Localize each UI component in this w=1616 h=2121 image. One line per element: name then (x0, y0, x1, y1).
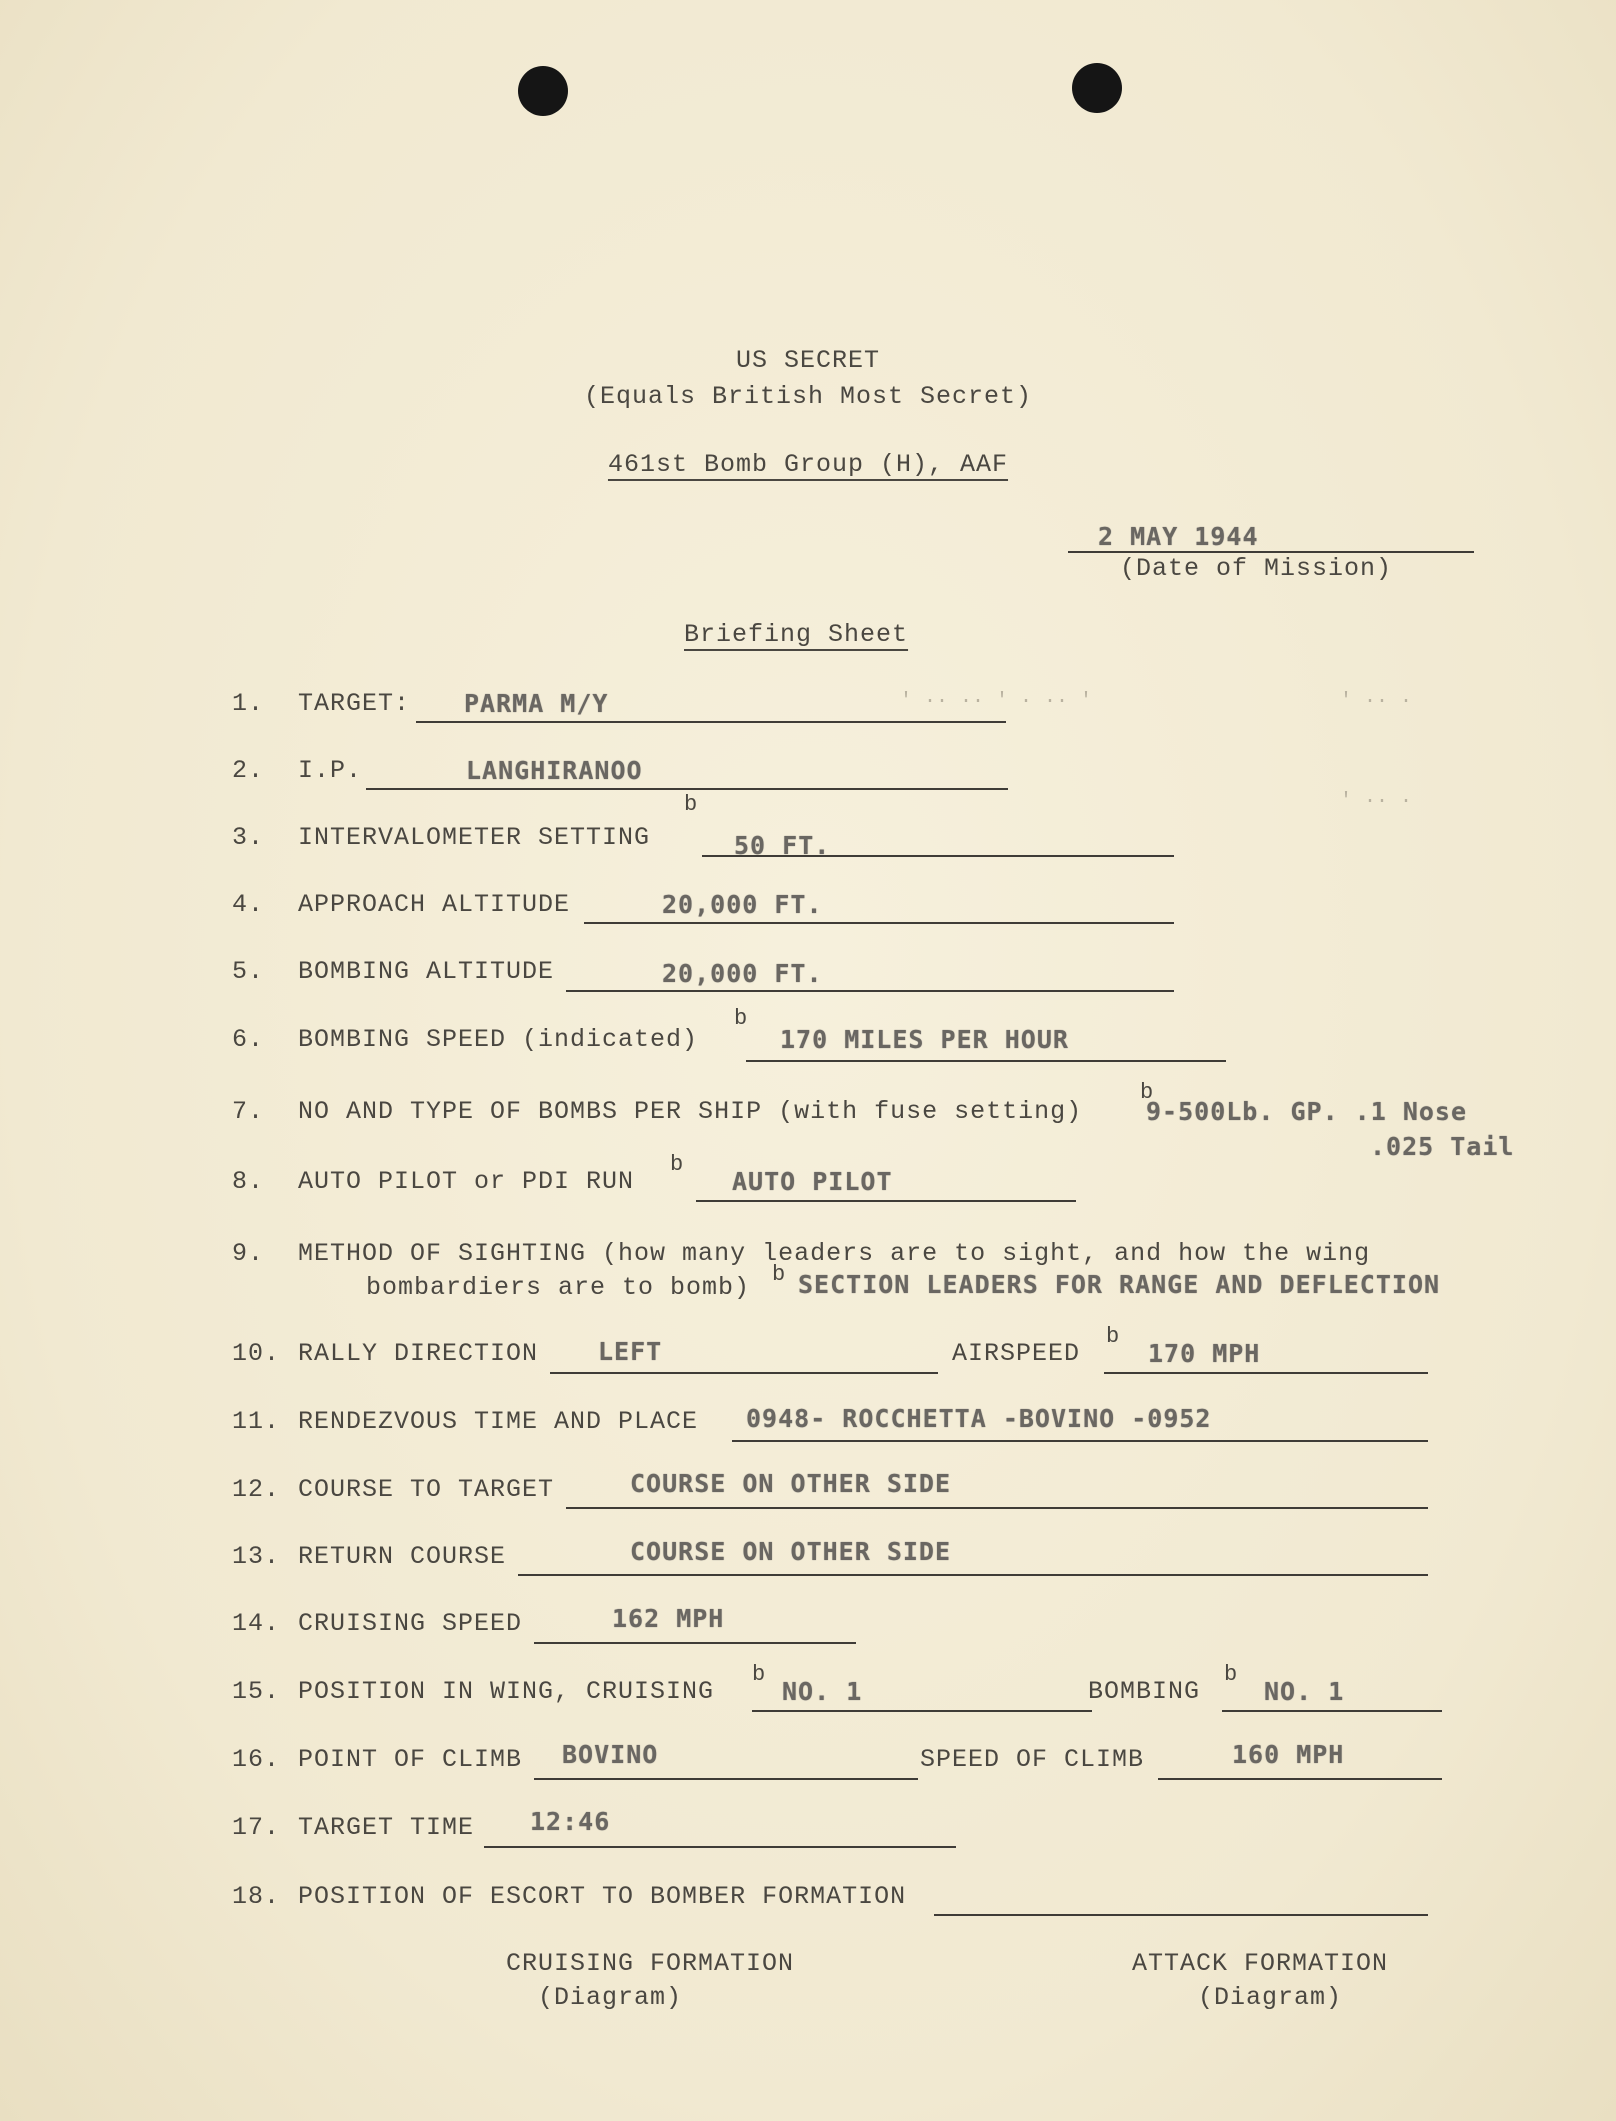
fill-line (934, 1914, 1428, 1916)
b-mark: b (684, 792, 698, 817)
fill-line (566, 1507, 1428, 1509)
item-value-auto-pilot: AUTO PILOT (732, 1167, 893, 1196)
sheet-title: Briefing Sheet (684, 620, 909, 649)
item-value-method-of-sighting: SECTION LEADERS FOR RANGE AND DEFLECTION (798, 1270, 1441, 1299)
bleed-through-mark: ' ·· ·· ' · ·· ' (900, 690, 1093, 713)
item-value-cruising-speed: 162 MPH (612, 1604, 725, 1633)
item-label-rendezvous: RENDEZVOUS TIME AND PLACE (298, 1407, 699, 1436)
fill-line (566, 990, 1174, 992)
item-label-intervalometer: INTERVALOMETER SETTING (298, 823, 651, 852)
fill-line (752, 1710, 1092, 1712)
punch-hole-left (518, 66, 568, 116)
item-label-target: TARGET: (298, 689, 411, 718)
item-value-speed-of-climb: 160 MPH (1232, 1740, 1345, 1769)
fill-line (484, 1846, 956, 1848)
fill-line (550, 1372, 938, 1374)
classification-heading: US SECRET (735, 346, 881, 375)
bleed-through-mark: ' ·· · (1340, 790, 1413, 813)
item-number: 18. (232, 1882, 281, 1911)
item-number: 7. (232, 1097, 265, 1126)
item-value-target-time: 12:46 (530, 1807, 611, 1836)
item-label-point-of-climb: POINT OF CLIMB (298, 1745, 523, 1774)
item-number: 15. (232, 1677, 281, 1706)
item-value-course-to-target: COURSE ON OTHER SIDE (630, 1469, 952, 1498)
item-number: 8. (232, 1167, 265, 1196)
item-label-auto-pilot: AUTO PILOT or PDI RUN (298, 1167, 635, 1196)
fill-line (1104, 1372, 1428, 1374)
item-label-bombs-per-ship: NO AND TYPE OF BOMBS PER SHIP (with fuse setting) (298, 1097, 1083, 1126)
item-label-rally-direction: RALLY DIRECTION (298, 1339, 539, 1368)
item-number: 9. (232, 1239, 265, 1268)
fill-line (732, 1440, 1428, 1442)
item-label-bombing-position: BOMBING (1088, 1677, 1201, 1706)
item-number: 10. (232, 1339, 281, 1368)
item-value-rally-direction: LEFT (598, 1337, 663, 1366)
item-label-position-in-wing: POSITION IN WING, CRUISING (298, 1677, 715, 1706)
item-value-intervalometer: 50 FT. (734, 831, 831, 860)
classification-equivalence: (Equals British Most Secret) (583, 382, 1033, 411)
date-line (1068, 551, 1474, 553)
b-mark: b (734, 1006, 748, 1031)
b-mark: b (772, 1262, 786, 1287)
unit-heading: 461st Bomb Group (H), AAF (607, 450, 1009, 479)
fill-line (416, 721, 1006, 723)
item-number: 3. (232, 823, 265, 852)
item-number: 14. (232, 1609, 281, 1638)
item-number: 13. (232, 1542, 281, 1571)
item-value-bombs: 9-500Lb. GP. .1 Nose (1146, 1097, 1468, 1126)
item-number: 17. (232, 1813, 281, 1842)
item-label-target-time: TARGET TIME (298, 1813, 475, 1842)
item-value-ip: LANGHIRANOO (466, 756, 643, 785)
item-value-bombing-altitude: 20,000 FT. (662, 959, 823, 988)
item-value-return-course: COURSE ON OTHER SIDE (630, 1537, 952, 1566)
cruising-formation-title: CRUISING FORMATION (505, 1949, 795, 1978)
item-label-airspeed: AIRSPEED (952, 1339, 1081, 1368)
punch-hole-right (1072, 63, 1122, 113)
attack-formation-title: ATTACK FORMATION (1131, 1949, 1389, 1978)
fill-line (534, 1778, 918, 1780)
b-mark: b (670, 1152, 684, 1177)
item-label-speed-of-climb: SPEED OF CLIMB (920, 1745, 1145, 1774)
item-label-bombing-speed: BOMBING SPEED (indicated) (298, 1025, 699, 1054)
fill-line (702, 855, 1174, 857)
fill-line (1222, 1710, 1442, 1712)
b-mark: b (1140, 1080, 1154, 1105)
fill-line (696, 1200, 1076, 1202)
item-label-method-of-sighting-cont: bombardiers are to bomb) (366, 1273, 751, 1302)
attack-formation-sub: (Diagram) (1197, 1983, 1343, 2012)
item-label-return-course: RETURN COURSE (298, 1542, 507, 1571)
cruising-formation-sub: (Diagram) (537, 1983, 683, 2012)
item-value-fuse-tail: .025 Tail (1370, 1132, 1515, 1161)
item-label-ip: I.P. (298, 756, 363, 785)
item-value-point-of-climb: BOVINO (562, 1740, 659, 1769)
item-number: 11. (232, 1407, 281, 1436)
item-number: 5. (232, 957, 265, 986)
bleed-through-mark: ' ·· · (1340, 690, 1413, 713)
b-mark: b (752, 1662, 766, 1687)
item-label-course-to-target: COURSE TO TARGET (298, 1475, 555, 1504)
item-number: 4. (232, 890, 265, 919)
fill-line (584, 922, 1174, 924)
item-number: 2. (232, 756, 265, 785)
item-number: 12. (232, 1475, 281, 1504)
item-label-cruising-speed: CRUISING SPEED (298, 1609, 523, 1638)
b-mark: b (1106, 1324, 1120, 1349)
mission-date: 2 MAY 1944 (1098, 522, 1259, 551)
item-label-method-of-sighting: METHOD OF SIGHTING (how many leaders are to sight, and how the wing (298, 1239, 1371, 1268)
item-value-approach-altitude: 20,000 FT. (662, 890, 823, 919)
item-number: 1. (232, 689, 265, 718)
item-number: 6. (232, 1025, 265, 1054)
fill-line (746, 1060, 1226, 1062)
item-value-airspeed: 170 MPH (1148, 1339, 1261, 1368)
fill-line (534, 1642, 856, 1644)
item-value-position-bombing: NO. 1 (1264, 1677, 1345, 1706)
fill-line (366, 788, 1008, 790)
fill-line (518, 1574, 1428, 1576)
item-value-position-cruising: NO. 1 (782, 1677, 863, 1706)
item-number: 16. (232, 1745, 281, 1774)
item-value-target: PARMA M/Y (464, 689, 609, 718)
date-caption: (Date of Mission) (1120, 554, 1393, 583)
item-label-escort-position: POSITION OF ESCORT TO BOMBER FORMATION (298, 1882, 907, 1911)
item-value-rendezvous: 0948- ROCCHETTA -BOVINO -0952 (746, 1404, 1212, 1433)
item-value-bombing-speed: 170 MILES PER HOUR (780, 1025, 1069, 1054)
item-label-bombing-altitude: BOMBING ALTITUDE (298, 957, 555, 986)
b-mark: b (1224, 1662, 1238, 1687)
item-label-approach-altitude: APPROACH ALTITUDE (298, 890, 571, 919)
fill-line (1158, 1778, 1442, 1780)
